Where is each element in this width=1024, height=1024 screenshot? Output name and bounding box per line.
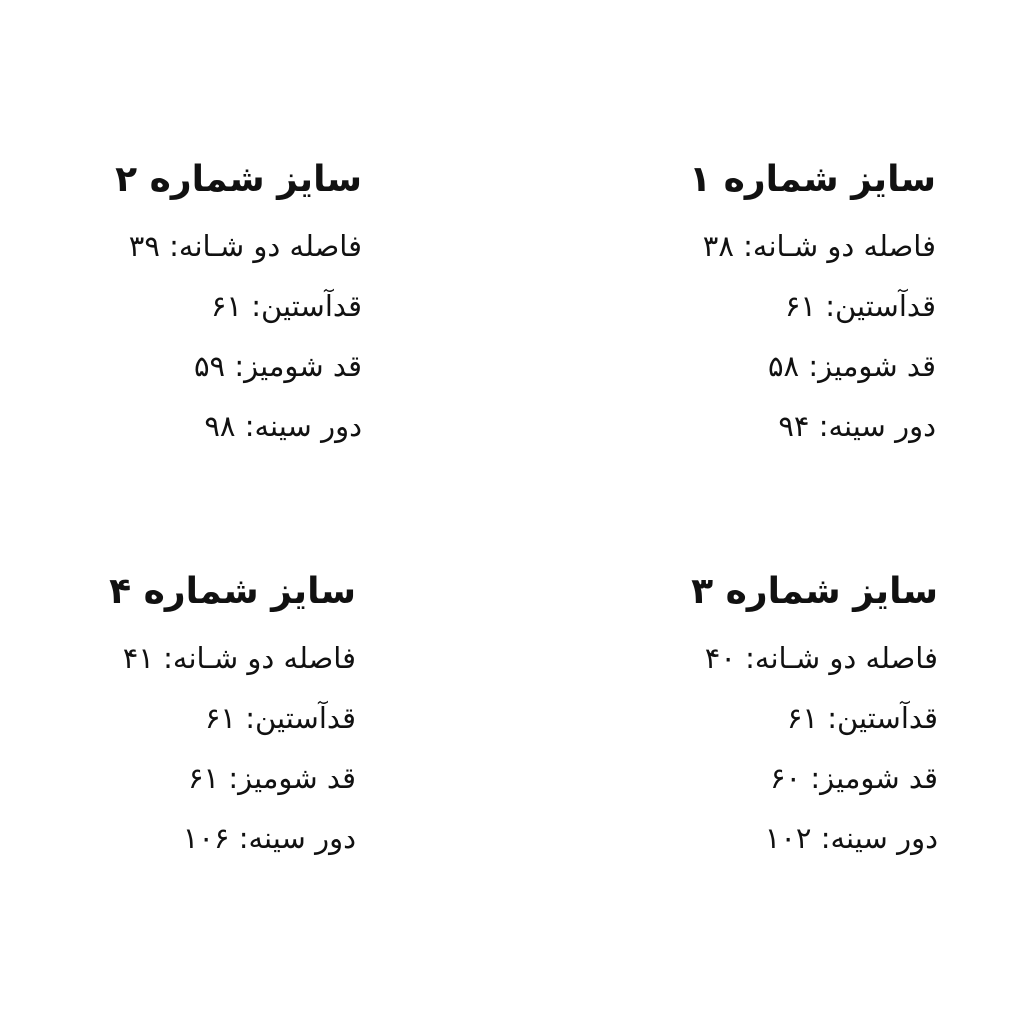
chest-circumference: دور سینه: ۹۸: [204, 409, 362, 443]
size-title: سایز شماره ۴: [109, 571, 356, 612]
shoulder-width: فاصله دو شـانه: ۳۸: [702, 229, 936, 263]
size-title: سایز شماره ۲: [115, 159, 362, 200]
size-block-1: [616, 150, 936, 456]
sleeve-length: قدآستین: ۶۱: [210, 289, 362, 323]
blouse-length: قد شومیز: ۶۰: [769, 761, 938, 795]
size-block-3: [618, 562, 938, 868]
blouse-length: قد شومیز: ۵۸: [767, 349, 936, 383]
sleeve-length: قدآستین: ۶۱: [784, 289, 936, 323]
size-title: سایز شماره ۱: [689, 159, 936, 200]
chest-circumference: دور سینه: ۱۰۶: [182, 821, 356, 855]
sleeve-length: قدآستین: ۶۱: [786, 701, 938, 735]
size-block-2: [42, 150, 362, 456]
sleeve-length: قدآستین: ۶۱: [204, 701, 356, 735]
shoulder-width: فاصله دو شـانه: ۳۹: [128, 229, 362, 263]
blouse-length: قد شومیز: ۵۹: [193, 349, 362, 383]
chest-circumference: دور سینه: ۹۴: [778, 409, 936, 443]
blouse-length: قد شومیز: ۶۱: [187, 761, 356, 795]
chest-circumference: دور سینه: ۱۰۲: [764, 821, 938, 855]
size-block-4: [36, 562, 356, 868]
shoulder-width: فاصله دو شـانه: ۴۱: [122, 641, 356, 675]
size-title: سایز شماره ۳: [691, 571, 938, 612]
shoulder-width: فاصله دو شـانه: ۴۰: [704, 641, 938, 675]
